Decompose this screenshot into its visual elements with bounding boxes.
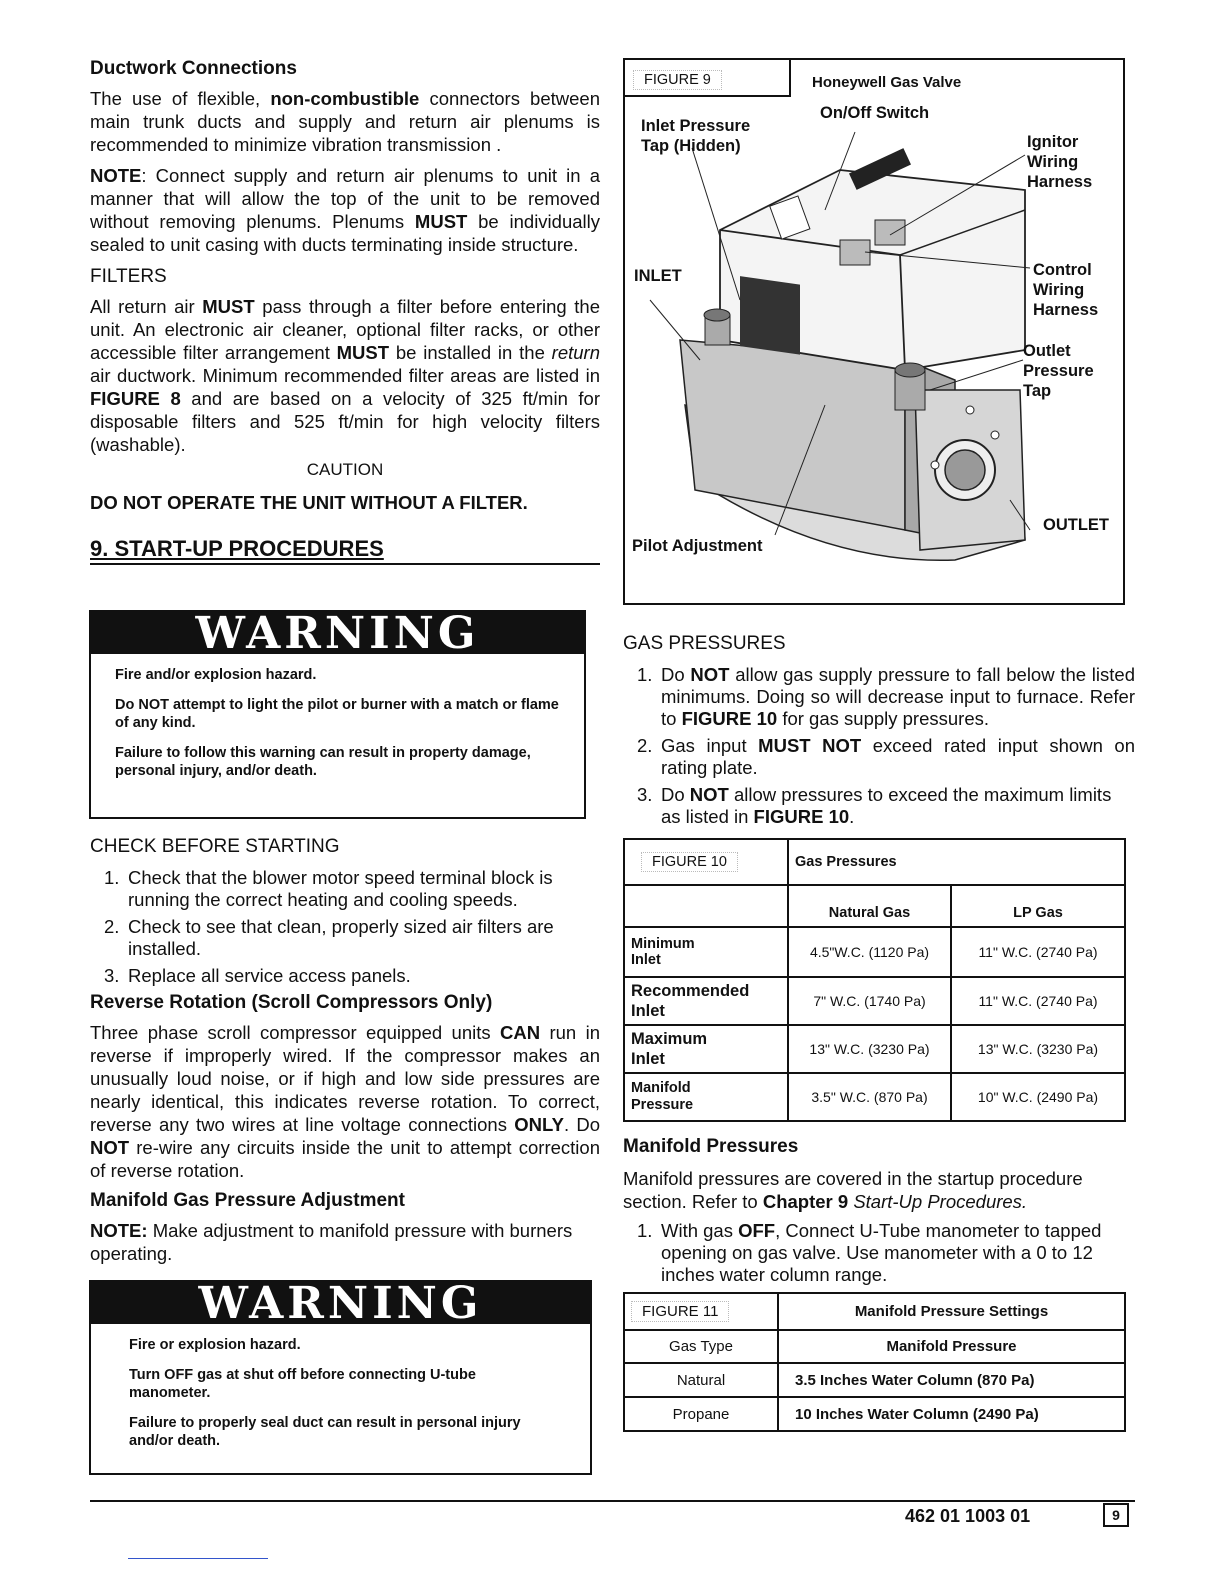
col-gas-type: Gas Type [624, 1330, 778, 1363]
filters-paragraph: All return air MUST pass through a filter before entering the unit. An electronic air cleaner, optional filter racks, or other accessible filter arrangement MUST be installed in the return air ductwork. Minimum recommended filter areas are listed in FIGURE 8 and are based on a velocity of 325 ft/min for disposable filters and 525 ft/min for high velocity filters (washable). [90, 296, 601, 455]
left-column-lower [90, 836, 600, 1265]
table-row: Natural 3.5 Inches Water Column (870 Pa) [624, 1363, 1125, 1397]
figure-10-label-cell: FIGURE 10 [624, 839, 788, 885]
callout-outlet-tap: Outlet Pressure Tap [1023, 342, 1094, 400]
gas-pressures-section [623, 633, 1135, 833]
manifold-list [623, 1220, 1135, 1286]
figure-10-title: Gas Pressures [788, 839, 1125, 885]
figure-10-table [623, 838, 1126, 1122]
callout-ignitor: Ignitor Wiring Harness [1027, 133, 1093, 191]
list-item: 1. Check that the blower motor speed terminal block is running the correct heating and cooling speeds. [104, 867, 553, 910]
figure-9 [623, 58, 1125, 605]
footer-link-line [128, 1558, 268, 1559]
figure-11-table [623, 1292, 1126, 1432]
warning-box-2 [89, 1280, 592, 1475]
section-title: 9. START-UP PROCEDURES [90, 536, 600, 565]
figure-9-label: FIGURE 9 [633, 70, 722, 90]
list-item: 2. Gas input MUST NOT exceed rated input shown on rating plate. [637, 735, 1135, 778]
manifold-adj-heading: Manifold Gas Pressure Adjustment [90, 1190, 405, 1211]
check-heading: CHECK BEFORE STARTING [90, 836, 340, 857]
ductwork-note: NOTE: Connect supply and return air plenums to unit in a manner that will allow the top of the unit to be removed without removing plenums. Plenums MUST be individually sealed to unit casing with ducts terminating inside structure. [90, 165, 600, 255]
footer-page-number: 9 [1103, 1503, 1129, 1527]
table-row: Maximum Inlet 13" W.C. (3230 Pa) 13" W.C. (3230 Pa) [624, 1025, 1125, 1073]
callout-control: Control Wiring Harness [1033, 261, 1099, 319]
figure-11-label-cell: FIGURE 11 [624, 1293, 778, 1330]
warning-body-1: Fire and/or explosion hazard. Do NOT attempt to light the pilot or burner with a match or flame of any kind. Failure to follow this warning can result in property damage, personal injury, and/or death. [115, 667, 559, 779]
table-row: Minimum Inlet 4.5"W.C. (1120 Pa) 11" W.C. (2740 Pa) [624, 927, 1125, 977]
left-column [90, 58, 600, 565]
figure-9-title: Honeywell Gas Valve [812, 74, 962, 91]
figure-11-title: Manifold Pressure Settings [778, 1293, 1125, 1330]
ductwork-heading: Ductwork Connections [90, 58, 297, 79]
warning-banner-1: WARNING [91, 612, 584, 654]
list-item: 3. Do NOT allow pressures to exceed the maximum limits as listed in FIGURE 10. [637, 784, 1112, 827]
gas-pressures-list [623, 664, 1135, 828]
list-item: 3. Replace all service access panels. [104, 965, 411, 986]
gas-pressures-heading: GAS PRESSURES [623, 633, 786, 654]
col-natural-gas: Natural Gas [788, 885, 951, 927]
table-row: Propane 10 Inches Water Column (2490 Pa) [624, 1397, 1125, 1431]
callout-onoff: On/Off Switch [820, 104, 930, 122]
callout-inlet: INLET [634, 267, 682, 285]
manifold-paragraph: Manifold pressures are covered in the startup procedure section. Refer to Chapter 9 Start-Up Procedures. [623, 1168, 1083, 1212]
col-lp-gas: LP Gas [951, 885, 1125, 927]
col-manifold-pressure: Manifold Pressure [778, 1330, 1125, 1363]
caution-label: CAUTION [306, 460, 384, 479]
caution-text: DO NOT OPERATE THE UNIT WITHOUT A FILTER. [90, 492, 528, 513]
warning-box-1 [89, 610, 586, 819]
callout-pilot: Pilot Adjustment [632, 537, 763, 555]
reverse-paragraph: Three phase scroll compressor equipped units CAN run in reverse if improperly wired. If the compressor makes an unusually loud noise, or if high and low side pressures are nearly identical, this indicates reverse rotation. To correct, reverse any two wires at line voltage connections ONLY. Do NOT re-wire any circuits inside the unit to attempt correction of reverse rotation. [90, 1022, 600, 1181]
list-item: 1. With gas OFF, Connect U-Tube manometer to tapped opening on gas valve. Use manometer with a 0 to 12 inches water column range. [637, 1220, 1102, 1285]
list-item: 1. Do NOT allow gas supply pressure to fall below the listed minimums. Doing so will decrease input to furnace. Refer to FIGURE 10 for gas supply pressures. [637, 664, 1135, 729]
callout-outlet: OUTLET [1043, 516, 1109, 534]
footer-rule [90, 1500, 1135, 1502]
table-row: Manifold Pressure 3.5" W.C. (870 Pa) 10" W.C. (2490 Pa) [624, 1073, 1125, 1121]
check-list [90, 867, 600, 987]
filters-heading: FILTERS [90, 266, 167, 287]
warning-banner-2: WARNING [91, 1282, 590, 1324]
manifold-section [623, 1136, 1135, 1291]
callout-inlet-tap: Inlet Pressure Tap (Hidden) [641, 117, 751, 155]
table-row: Recommended Inlet 7" W.C. (1740 Pa) 11" W.C. (2740 Pa) [624, 977, 1125, 1025]
manifold-adj-note: NOTE: Make adjustment to manifold pressure with burners operating. [90, 1220, 573, 1264]
footer-part-number: 462 01 1003 01 [905, 1506, 1031, 1526]
list-item: 2. Check to see that clean, properly sized air filters are installed. [104, 916, 554, 959]
warning-body-2: Fire or explosion hazard. Turn OFF gas at shut off before connecting U-tube manometer. Failure to properly seal duct can result in personal injury and/or death. [129, 1337, 521, 1449]
ductwork-paragraph: The use of flexible, non-combustible connectors between main trunk ducts and supply and return air plenums is recommended to minimize vibration transmission . [90, 88, 601, 155]
manifold-heading: Manifold Pressures [623, 1136, 799, 1157]
reverse-heading: Reverse Rotation (Scroll Compressors Only) [90, 992, 493, 1013]
